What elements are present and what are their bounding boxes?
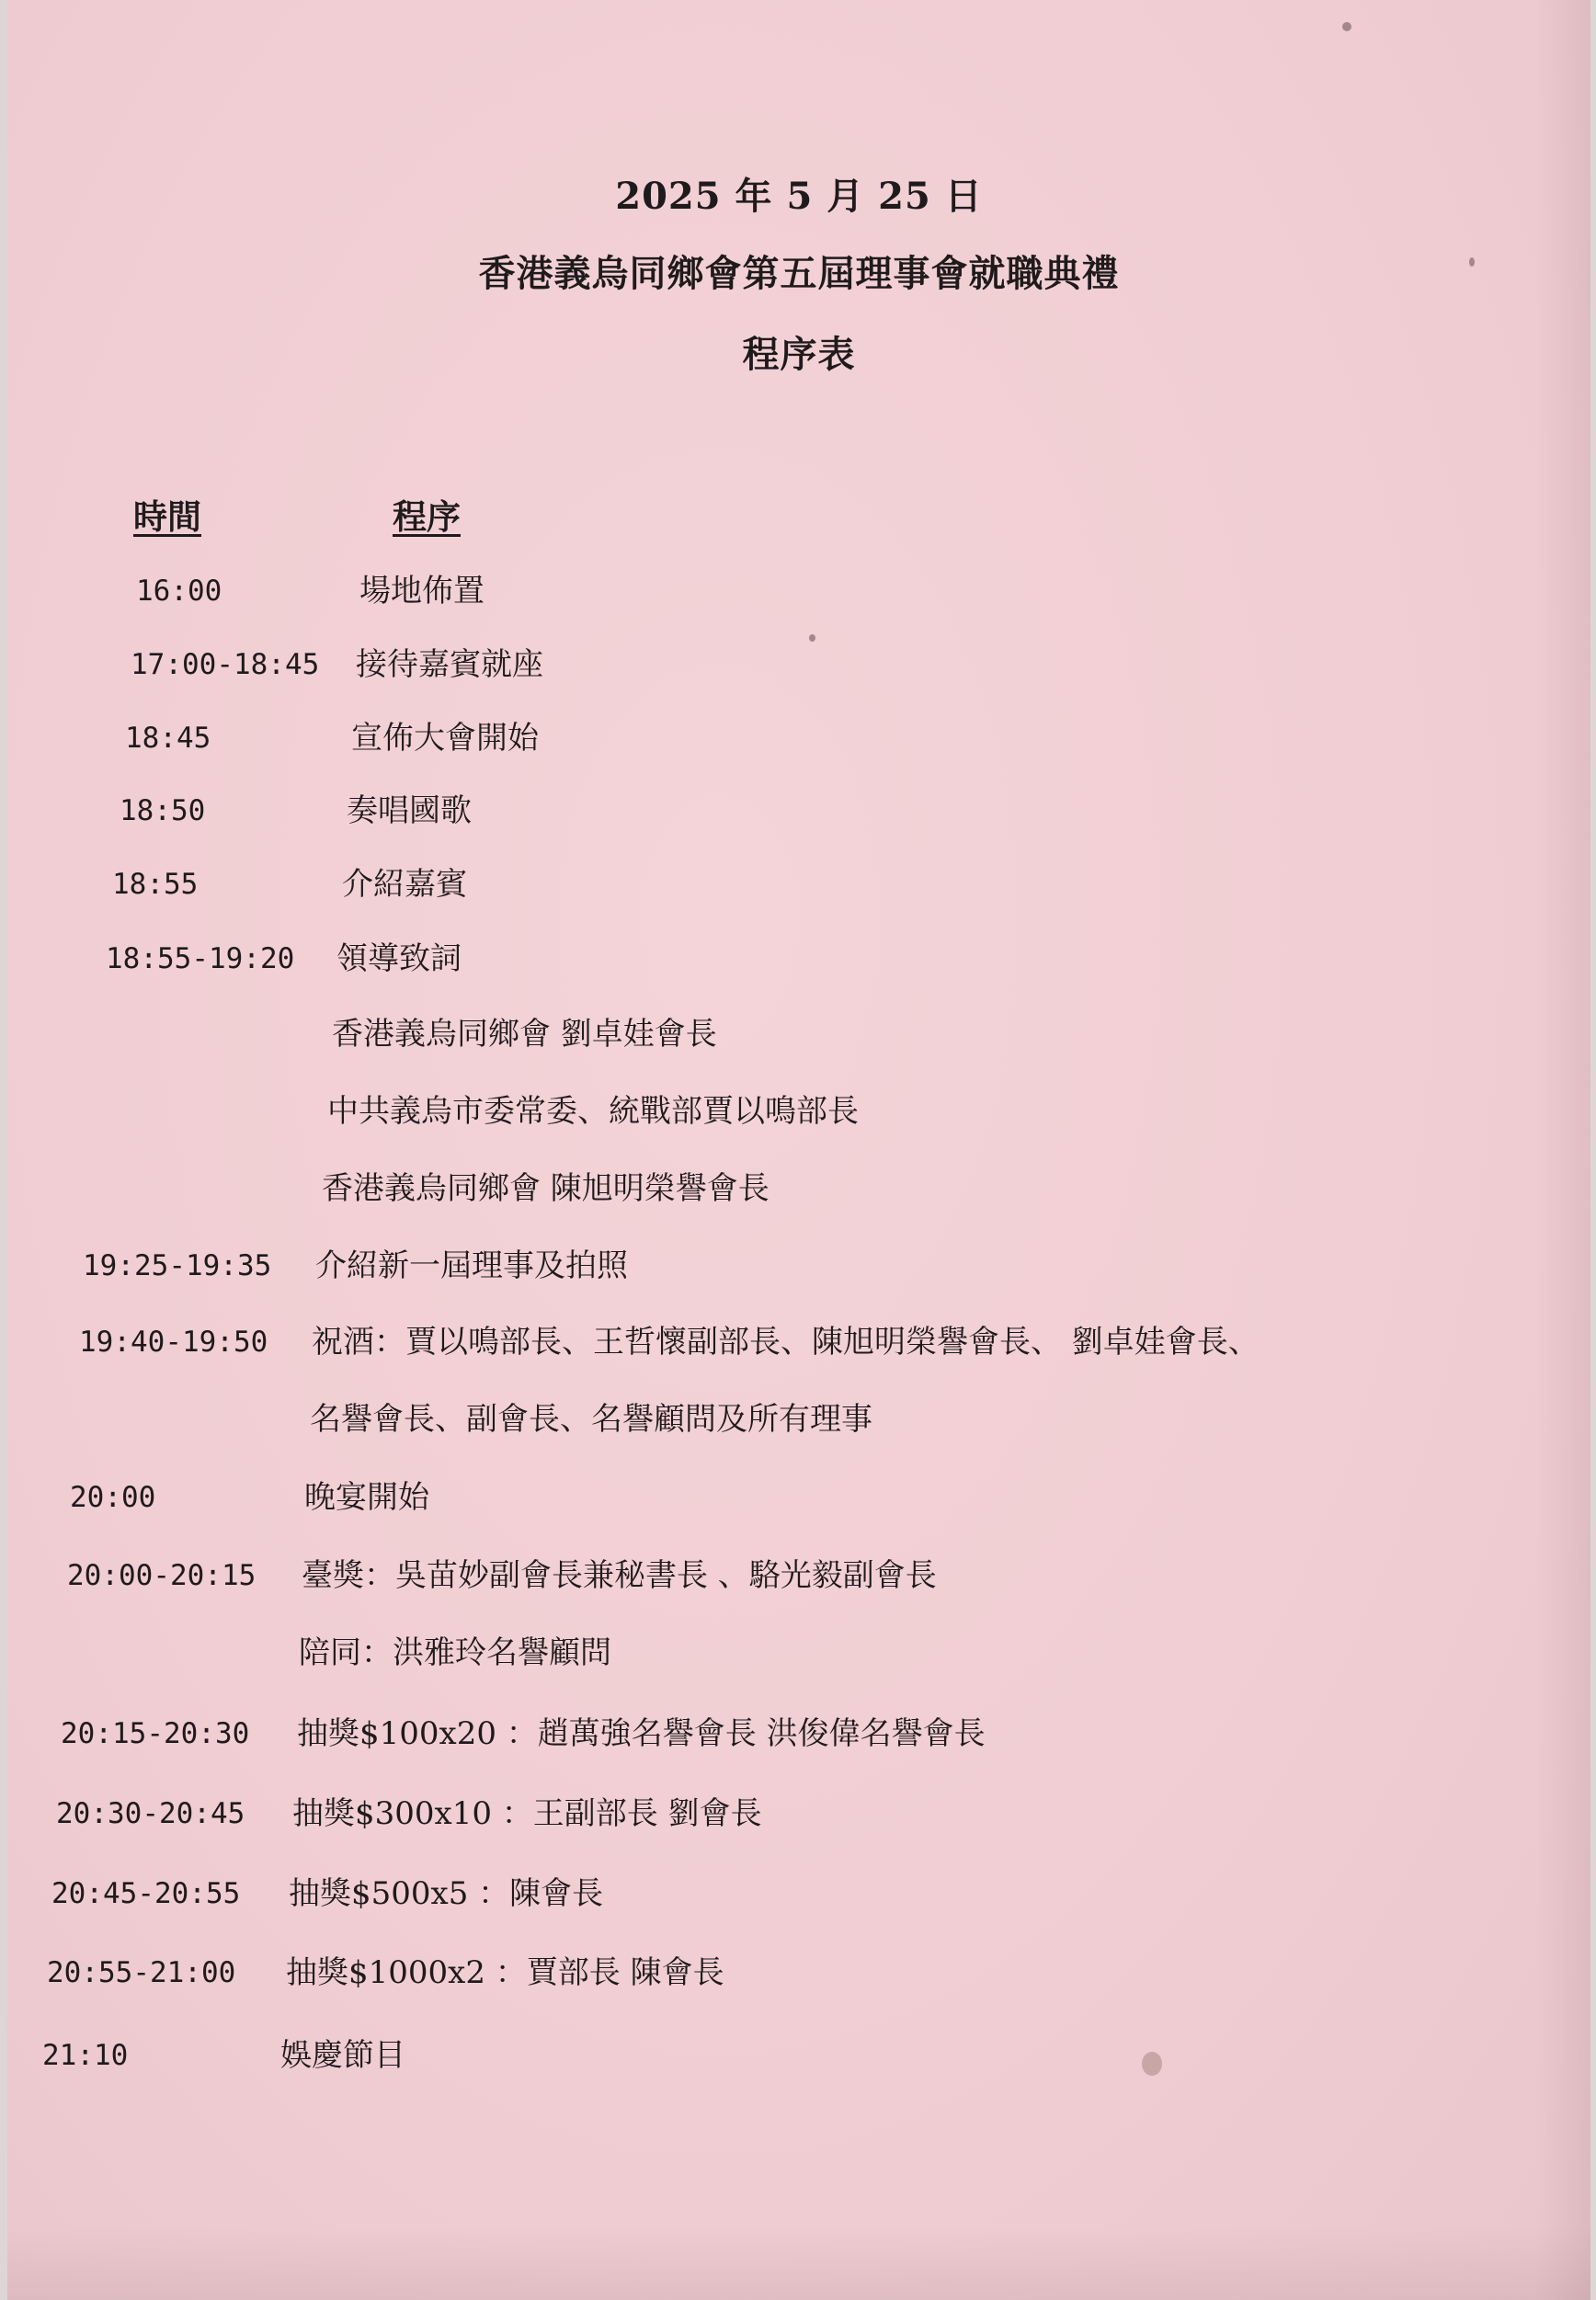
row-time: 16:00 [136, 575, 222, 608]
row-time: 20:30-20:45 [56, 1797, 245, 1830]
program-column-header: 程序 [393, 496, 461, 537]
event-date: 2025 年 5 月 25 日 [615, 175, 983, 218]
schedule-row [7, 720, 1590, 775]
row-program: 場地佈置 [359, 573, 484, 609]
paper-bottom-shadow [7, 2226, 1590, 2300]
row-time: 20:55-21:00 [47, 1956, 236, 1989]
row-program: 娛慶節目 [280, 2037, 405, 2074]
schedule-row [7, 1247, 1590, 1303]
row-program: 抽獎$300x10 ：王副部長 劉會長 [292, 1795, 762, 1832]
row-time: 18:45 [125, 722, 211, 755]
schedule-row [7, 866, 1590, 921]
row-program: 抽獎$500x5 ：陳會長 [289, 1875, 604, 1912]
schedule-row [7, 573, 1590, 628]
row-program: 晚宴開始 [304, 1479, 429, 1516]
program-sheet [7, 0, 1590, 2300]
paper-stain [809, 634, 815, 642]
row-time: 19:40-19:50 [79, 1326, 268, 1359]
row-time: 17:00-18:45 [131, 648, 320, 681]
schedule-row [7, 2037, 1590, 2092]
schedule-row [7, 1016, 1590, 1071]
row-time: 20:00 [70, 1481, 156, 1514]
schedule-row [7, 1634, 1590, 1690]
row-program: 臺獎：吳苗妙副會長兼秘書長 、駱光毅副會長 [302, 1557, 937, 1594]
row-program: 介紹新一屆理事及拍照 [315, 1247, 628, 1284]
schedule-row [7, 940, 1590, 996]
schedule-row [7, 646, 1590, 701]
row-time: 18:55 [112, 868, 199, 901]
schedule-row [7, 1875, 1590, 1930]
event-title: 香港義烏同鄉會第五屆理事會就職典禮 [478, 252, 1120, 295]
row-program: 奏唱國歌 [347, 792, 472, 829]
document-subtitle: 程序表 [742, 333, 856, 376]
paper-stain [1469, 257, 1475, 267]
paper-stain [1342, 22, 1351, 31]
schedule-row [7, 1170, 1590, 1225]
row-time: 19:25-19:35 [83, 1249, 272, 1282]
row-program: 接待嘉賓就座 [356, 646, 543, 683]
row-program: 香港義烏同鄉會 陳旭明榮譽會長 [322, 1170, 770, 1207]
paper-stain [1142, 2052, 1162, 2076]
row-program: 抽獎$1000x2 ：賈部長 陳會長 [286, 1954, 724, 1991]
row-time: 18:55-19:20 [106, 942, 295, 975]
row-program: 祝酒：賈以鳴部長、王哲懷副部長、陳旭明榮譽會長、 劉卓娃會長、 [312, 1324, 1260, 1361]
row-program: 香港義烏同鄉會 劉卓娃會長 [332, 1016, 717, 1053]
time-column-header: 時間 [133, 496, 201, 537]
schedule-row [7, 1954, 1590, 2010]
row-time: 20:45-20:55 [51, 1877, 241, 1910]
schedule-row [7, 1401, 1590, 1456]
schedule-row [7, 1557, 1590, 1612]
row-program: 領導致詞 [336, 940, 462, 977]
schedule-row [7, 1324, 1590, 1379]
row-program: 名譽會長、副會長、名譽顧問及所有理事 [310, 1401, 872, 1438]
row-program: 抽獎$100x20 ：趙萬強名譽會長 洪俊偉名譽會長 [297, 1715, 986, 1752]
row-program: 陪同：洪雅玲名譽顧問 [299, 1634, 611, 1671]
schedule-row [7, 1479, 1590, 1534]
schedule-row [7, 1715, 1590, 1771]
row-time: 20:00-20:15 [67, 1559, 256, 1592]
row-program: 宣佈大會開始 [351, 720, 539, 757]
schedule-row [7, 1093, 1590, 1148]
schedule-row [7, 792, 1590, 848]
row-program: 介紹嘉賓 [342, 866, 467, 903]
schedule-row [7, 1795, 1590, 1850]
row-time: 21:10 [42, 2039, 129, 2072]
row-program: 中共義烏市委常委、統戰部賈以鳴部長 [327, 1093, 859, 1130]
row-time: 20:15-20:30 [61, 1717, 250, 1750]
row-time: 18:50 [120, 794, 206, 827]
